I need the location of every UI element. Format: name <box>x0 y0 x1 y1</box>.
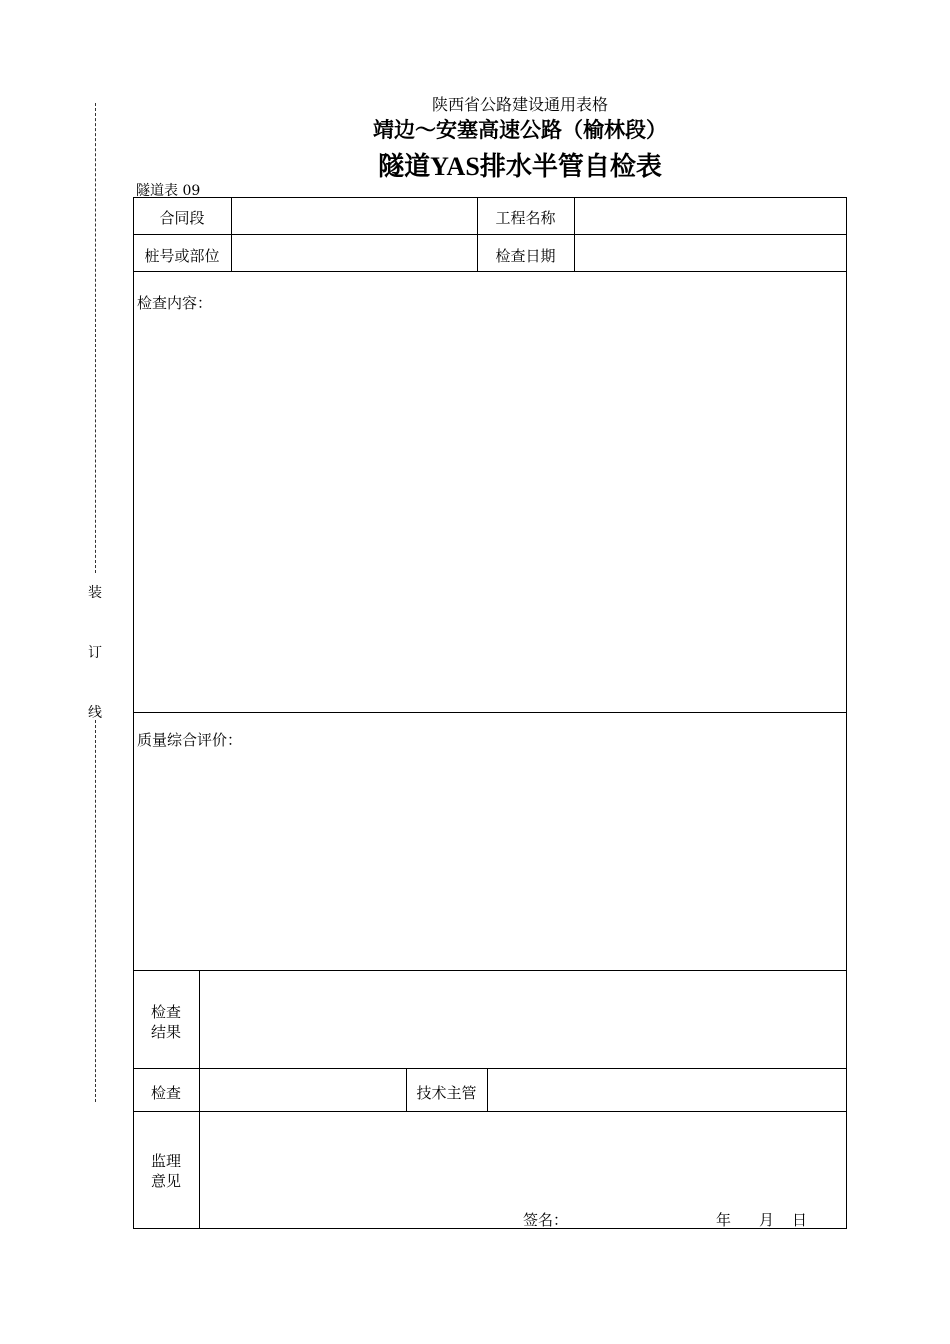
project-name-label: 工程名称 <box>495 209 556 227</box>
super-title: 陕西省公路建设通用表格 <box>431 95 608 114</box>
inspection-result-label-line2: 结果 <box>150 1023 181 1041</box>
signature-year-label: 年 <box>716 1211 732 1229</box>
form-title <box>0 146 950 183</box>
col-divider <box>574 197 575 271</box>
signature-label: 签名： <box>523 1211 569 1229</box>
supervision-opinion-field[interactable] <box>201 1113 843 1201</box>
signature-month-label: 月 <box>759 1211 775 1229</box>
signature-day-label: 日 <box>792 1211 808 1229</box>
inspection-content-field[interactable] <box>137 315 837 705</box>
row-divider <box>133 1111 846 1112</box>
inspection-content-label: 检查内容： <box>137 294 213 312</box>
supervision-opinion-label <box>133 1151 199 1191</box>
contract-field[interactable] <box>233 198 476 233</box>
row-divider <box>133 970 846 971</box>
quality-evaluation-label: 质量综合评价： <box>137 731 243 749</box>
inspection-date-field[interactable] <box>576 235 844 270</box>
station-field[interactable] <box>233 235 476 270</box>
inspection-result-label <box>133 1002 199 1042</box>
col-divider <box>487 1068 488 1111</box>
quality-evaluation-field[interactable] <box>137 752 837 962</box>
main-title: 靖边～安塞高速公路（榆林段） <box>373 118 667 142</box>
contract-label: 合同段 <box>159 209 205 227</box>
col-divider <box>231 197 232 271</box>
form-title-post: 排水半管自检表 <box>479 152 662 182</box>
project-name-field[interactable] <box>576 198 844 233</box>
supervision-opinion-label-line1: 监理 <box>150 1152 181 1170</box>
inspection-date-label: 检查日期 <box>495 247 556 265</box>
row-divider <box>133 1068 846 1069</box>
form-title-latin: YAS <box>430 152 480 181</box>
inspector-label: 检查 <box>150 1084 181 1102</box>
row-divider <box>133 712 846 713</box>
binding-line-bottom <box>95 720 96 1102</box>
row-divider <box>133 271 846 272</box>
station-label: 桩号或部位 <box>144 247 220 265</box>
binding-char-zhuang: 装 <box>88 585 102 601</box>
binding-char-xian: 线 <box>88 705 102 721</box>
col-divider <box>199 970 200 1228</box>
tech-supervisor-field[interactable] <box>489 1070 843 1110</box>
inspector-field[interactable] <box>201 1070 405 1110</box>
supervision-opinion-label-line2: 意见 <box>150 1172 181 1190</box>
form-number: 隧道表 09 <box>136 183 201 199</box>
inspection-result-field[interactable] <box>201 972 843 1066</box>
binding-char-ding: 订 <box>88 645 102 661</box>
tech-supervisor-label: 技术主管 <box>416 1084 477 1102</box>
form-title-pre: 隧道 <box>378 152 431 182</box>
inspection-result-label-line1: 检查 <box>150 1003 181 1021</box>
